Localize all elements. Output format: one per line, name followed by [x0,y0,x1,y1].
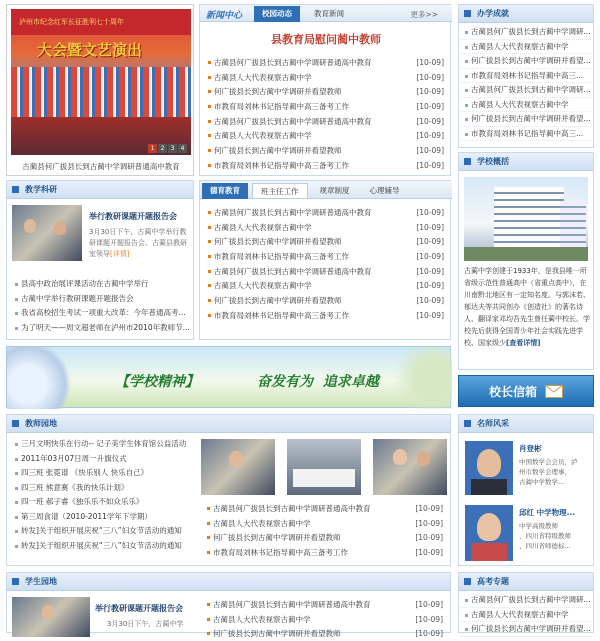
list-item[interactable]: 市教育局刘林书记指导蔺中高三备考工作 [10-09] [204,99,448,114]
teachers-panel [6,414,451,566]
list-item[interactable]: 何广拔县长到古蔺中学调研并看望教师 [10-09] [204,234,448,249]
students-feature-title[interactable]: 举行教研课题开题报告会 [95,604,183,613]
teachers-news-list [203,501,447,560]
list-item[interactable]: 古蔺县人大代表视察古蔺中学 [10-09] [204,70,448,85]
list-item[interactable]: 古蔺县人大代表视察古蔺中学 [461,40,591,55]
list-item[interactable]: 何广拔县长到古蔺中学调研并看望教师 [10-09] [204,84,448,99]
list-item[interactable]: 何广拔县长到古蔺中学调研并看望... [461,112,591,127]
list-item[interactable]: 第三周食谱（2010-2011学年下学期） [11,510,197,525]
teacher-portrait-2[interactable] [465,505,513,561]
list-item[interactable]: 古蔺县人大代表视察古蔺中学 [10-09] [204,278,448,293]
students-photo[interactable] [12,597,90,637]
list-item[interactable]: 古蔺县人大代表视察古蔺中学 [10-09] [204,128,448,143]
list-item[interactable]: 古蔺县何广拔县长到古蔺中学调研... [461,83,591,98]
list-item[interactable]: 市教育局刘林书记指导蔺中高三备考工作 [10-09] [204,308,448,323]
achievements-panel [458,4,594,148]
list-item[interactable]: 市教育局刘林书记指导蔺中高三备考工作 [10-09] [204,158,448,173]
list-item[interactable]: 市教育局刘林书记指导蔺中高三备考工作 [10-09] [204,249,448,264]
list-item[interactable]: 古蔺县人大代表视察古蔺中学 [10-09] [203,516,447,531]
pager-3[interactable]: 3 [168,144,177,153]
teacher-photo-2[interactable] [287,439,361,495]
list-item[interactable]: 古蔺县人大代表视察古蔺中学 [10-09] [203,612,447,627]
list-item[interactable]: 古蔺县何广拔县长到古蔺中学调研普通高中教育 [10-09] [204,55,448,70]
moral-list [204,205,448,323]
pager-1[interactable]: 1 [148,144,157,153]
list-item[interactable]: 古蔺县何广拔县长到古蔺中学调研... [461,25,591,40]
news-logo: 新闻中心 [206,11,243,21]
famous-title: 名师风采 [477,419,509,428]
teacher-desc-1: 中国数学会会员，泸 州市数学会理事， 古蔺中学数学... [519,458,578,486]
banner-right-text: 奋发有为 追求卓越 [257,374,379,390]
list-item[interactable]: 转发]关于组织开展庆祝“三八”妇女节活动的通知 [11,524,197,539]
hero-banner-text: 泸州市纪念红军长征胜利七十周年 [19,18,124,26]
list-item[interactable]: 何广拔县长到古蔺中学调研并看望... [461,622,591,637]
square-bullet-icon [464,420,471,427]
profile-detail-link[interactable]: [查看详情] [506,339,541,347]
news-center [199,4,451,176]
moral-education-panel [199,180,451,340]
teachers-title: 教师园地 [25,419,57,428]
gaokao-title: 高考专题 [477,577,509,586]
list-item[interactable]: 何广拔县长到古蔺中学调研并看望教师 [10-09] [204,293,448,308]
list-item[interactable]: 四一班 郝子睿《独乐乐不如众乐乐》 [11,495,197,510]
hero-slideshow[interactable] [6,4,194,176]
students-list [203,597,447,641]
pager-4[interactable]: 4 [178,144,187,153]
list-item[interactable]: 为了明天——周文超老师在泸州市2010年教师节... [11,321,191,336]
square-bullet-icon [12,186,19,193]
list-item[interactable]: 古蔺县何广拔县长到古蔺中学调研普通高中教育 [10-09] [204,205,448,220]
square-bullet-icon [464,578,471,585]
square-bullet-icon [12,578,19,585]
famous-teachers-panel [458,414,594,566]
hero-photo[interactable] [11,9,191,155]
list-item[interactable]: 古蔺县何广拔县长到古蔺中学调研普通高中教育 [10-09] [203,597,447,612]
news-headline[interactable]: 县教育局慰问蔺中教师 [271,33,381,46]
list-item[interactable]: 古蔺县人大代表视察古蔺中学 [461,608,591,623]
tab-counseling[interactable]: 心理辅导 [369,186,400,195]
teacher-desc-2: 中学高级教师 、四川省特级教师 、四川省师德标... [519,522,571,550]
teacher-portrait-1[interactable] [465,441,513,495]
list-item[interactable]: 2011年03月07日周一升旗仪式 [11,452,197,467]
teacher-name-2[interactable]: 邱红 中学物理... [519,508,576,517]
list-item[interactable]: 市教育局刘林书记指导蔺中高三... [461,127,591,142]
mailbox-label: 校长信箱 [488,384,537,399]
list-item[interactable]: 古蔺县何广拔县长到古蔺中学调研普通高中教育 [10-09] [204,264,448,279]
school-spirit-banner[interactable] [6,346,451,408]
hero-caption[interactable]: 古蔺县何广拔县长到古蔺中学调研普通高中教育 [22,162,180,171]
list-item[interactable]: 县高中政治展评课活动在古蔺中学举行 [11,277,191,292]
list-item[interactable]: 何广拔县长到古蔺中学调研并看望教师 [10-09] [203,530,447,545]
teacher-photo-3[interactable] [373,439,447,495]
envelope-icon [545,385,563,398]
list-item[interactable]: 四三班 熊意赛《我的快乐计划》 [11,481,197,496]
students-title: 学生园地 [25,577,57,586]
gaokao-panel [458,572,594,633]
tab-regulations[interactable]: 规章制度 [319,186,350,195]
profile-text: 古蔺中学创建于1933年，是我县唯一所省级示范性普通高中（省重点高中），在川南黔北地区有一定知名度。与郭沫若、郁达夫等共同创办《创造社》的著名诗人、翻译家邓均吾先生曾任蔺中校长。学校先后获得全国青少年社会实践先进学校、国家级少[查看详情] [464,267,590,347]
research-panel [6,180,194,340]
research-title: 教学科研 [25,185,57,194]
list-item[interactable]: 转发]关于组织开展庆祝“三八”妇女节活动的通知 [11,539,197,554]
list-item[interactable]: 古蔺县人大代表视察古蔺中学 [461,98,591,113]
principal-mailbox-button[interactable] [458,375,594,407]
list-item[interactable]: 古蔺中学举行教研课题开题报告会 [11,292,191,307]
school-building-photo[interactable] [464,177,588,261]
list-item[interactable]: 我省高校招生考试一项重大改革：今年普通高考... [11,306,191,321]
tab-education-news[interactable]: 教育新闻 [314,9,344,18]
square-bullet-icon [464,158,471,165]
research-detail-link[interactable]: [详情] [110,250,130,258]
tab-moral-education[interactable]: 德育教育 [202,183,248,199]
news-more-link[interactable]: 更多>> [410,10,438,19]
list-item[interactable]: 古蔺县何广拔县长到古蔺中学调研普通高中教育 [10-09] [203,501,447,516]
achievements-title: 办学成就 [477,9,509,18]
teacher-photo-1[interactable] [201,439,275,495]
list-item[interactable]: 古蔺县何广拔县长到古蔺中学调研普通高中教育 [10-09] [204,114,448,129]
students-panel [6,572,451,639]
list-item[interactable]: 四三班 张霓谱 《快乐别人 快乐自己》 [11,466,197,481]
list-item[interactable]: 古蔺县人大代表视察古蔺中学 [10-09] [204,220,448,235]
list-item[interactable]: 市教育局刘林书记指导蔺中高三备考工作 [10-09] [203,545,447,560]
list-item[interactable]: 古蔺县何广拔县长到古蔺中学调研... [461,593,591,608]
school-profile-panel [458,152,594,370]
banner-left-text: 【学校精神】 [115,374,199,390]
teacher-name-1[interactable]: 肖登彬 [519,444,542,453]
research-feature-title[interactable]: 举行教研课题开题报告会 [89,212,177,221]
profile-title: 学校概括 [477,157,509,166]
hero-stage-text: 大会暨文艺演出 [37,41,143,59]
list-item[interactable]: 市教育局刘林书记指导蔺中高三... [461,69,591,84]
list-item[interactable]: 何广拔县长到古蔺中学调研并看望教师 [10-09] [203,626,447,641]
tab-head-teacher[interactable]: 班主任工作 [252,183,308,199]
news-list [204,55,448,173]
tab-campus-news[interactable]: 校园动态 [254,6,300,22]
list-item[interactable]: 何广拔县长到古蔺中学调研并看望教师 [10-09] [204,143,448,158]
hero-pager[interactable] [148,144,187,153]
list-item[interactable]: 何广拔县长到古蔺中学调研并看望... [461,54,591,69]
research-feature-text: 3月30日下午，古蔺中学举行教研课题开题报告会。古蔺县教研室领导[详情] [89,228,187,258]
square-bullet-icon [12,420,19,427]
list-item[interactable]: 三月文明快乐在行动-- 记子美学生体育馆公益活动 [11,437,197,452]
square-bullet-icon [464,10,471,17]
research-photo[interactable] [12,205,82,261]
pager-2[interactable]: 2 [158,144,167,153]
students-feature-text: 3月30日下午，古蔺中学 [107,620,184,628]
